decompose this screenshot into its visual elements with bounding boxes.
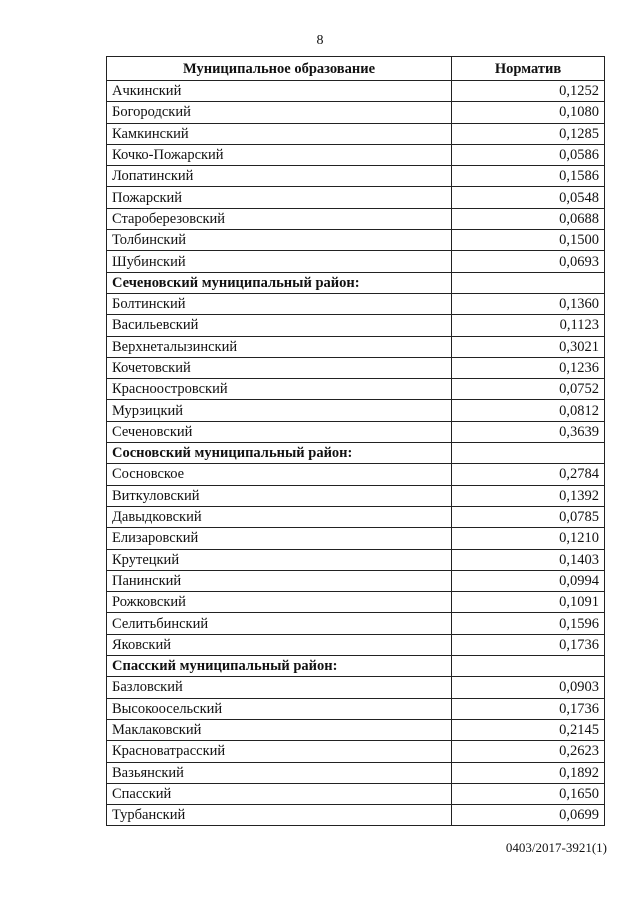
section-row bbox=[107, 272, 605, 293]
document-code: 0403/2017-3921(1) bbox=[505, 840, 607, 855]
municipality-name: Сеченовский bbox=[107, 421, 452, 442]
table-row bbox=[107, 783, 605, 804]
table-row bbox=[107, 81, 605, 102]
municipality-name: Лопатинский bbox=[107, 166, 452, 187]
municipality-name: Высокоосельский bbox=[107, 698, 452, 719]
municipality-name: Базловский bbox=[107, 677, 452, 698]
municipality-name: Вазьянский bbox=[107, 762, 452, 783]
norm-value: 0,1892 bbox=[452, 762, 605, 783]
norm-value: 0,1360 bbox=[452, 293, 605, 314]
norm-value: 0,0903 bbox=[452, 677, 605, 698]
municipality-name: Кочетовский bbox=[107, 357, 452, 378]
municipality-name: Камкинский bbox=[107, 123, 452, 144]
table-row bbox=[107, 123, 605, 144]
municipality-name: Верхнеталызинский bbox=[107, 336, 452, 357]
table-row bbox=[107, 166, 605, 187]
table-row bbox=[107, 485, 605, 506]
table-row bbox=[107, 506, 605, 527]
table-row bbox=[107, 293, 605, 314]
table-row bbox=[107, 570, 605, 591]
norm-value: 0,3021 bbox=[452, 336, 605, 357]
table-row bbox=[107, 805, 605, 826]
municipality-name: Панинский bbox=[107, 570, 452, 591]
norm-value: 0,0688 bbox=[452, 208, 605, 229]
municipality-name: Турбанский bbox=[107, 805, 452, 826]
municipality-name: Маклаковский bbox=[107, 719, 452, 740]
table-row bbox=[107, 464, 605, 485]
norm-value: 0,2145 bbox=[452, 719, 605, 740]
norm-table bbox=[106, 56, 605, 826]
municipality-name: Кочко-Пожарский bbox=[107, 144, 452, 165]
table-row bbox=[107, 421, 605, 442]
norm-value: 0,1500 bbox=[452, 230, 605, 251]
norm-value: 0,1736 bbox=[452, 698, 605, 719]
norm-value: 0,1210 bbox=[452, 528, 605, 549]
municipality-name: Мурзицкий bbox=[107, 400, 452, 421]
municipality-name: Виткуловский bbox=[107, 485, 452, 506]
table-row bbox=[107, 528, 605, 549]
norm-value: 0,1080 bbox=[452, 102, 605, 123]
norm-value: 0,1285 bbox=[452, 123, 605, 144]
section-title: Сеченовский муниципальный район: bbox=[107, 272, 452, 293]
table-row bbox=[107, 549, 605, 570]
municipality-name: Ачкинский bbox=[107, 81, 452, 102]
section-row bbox=[107, 443, 605, 464]
norm-value: 0,3639 bbox=[452, 421, 605, 442]
page-number: 8 bbox=[316, 33, 324, 48]
norm-value: 0,1252 bbox=[452, 81, 605, 102]
norm-value: 0,1236 bbox=[452, 357, 605, 378]
municipality-name: Селитьбинский bbox=[107, 613, 452, 634]
table-row bbox=[107, 230, 605, 251]
norm-value: 0,2784 bbox=[452, 464, 605, 485]
norm-value: 0,0699 bbox=[452, 805, 605, 826]
norm-value: 0,0994 bbox=[452, 570, 605, 591]
table-row bbox=[107, 379, 605, 400]
table-row bbox=[107, 592, 605, 613]
norm-value: 0,0752 bbox=[452, 379, 605, 400]
table-row bbox=[107, 741, 605, 762]
table-row bbox=[107, 357, 605, 378]
norm-value: 0,0586 bbox=[452, 144, 605, 165]
municipality-name: Красноватрасский bbox=[107, 741, 452, 762]
norm-value: 0,0548 bbox=[452, 187, 605, 208]
municipality-name: Красноостровский bbox=[107, 379, 452, 400]
norm-value: 0,1650 bbox=[452, 783, 605, 804]
table-body bbox=[107, 81, 605, 826]
norm-value: 0,2623 bbox=[452, 741, 605, 762]
norm-value: 0,1736 bbox=[452, 634, 605, 655]
table-row bbox=[107, 187, 605, 208]
table-row bbox=[107, 698, 605, 719]
table-row bbox=[107, 102, 605, 123]
municipality-name: Пожарский bbox=[107, 187, 452, 208]
norm-value: 0,1392 bbox=[452, 485, 605, 506]
table-row bbox=[107, 144, 605, 165]
norm-value: 0,0812 bbox=[452, 400, 605, 421]
norm-value: 0,1123 bbox=[452, 315, 605, 336]
municipality-name: Васильевский bbox=[107, 315, 452, 336]
section-title: Сосновский муниципальный район: bbox=[107, 443, 452, 464]
municipality-name: Староберезовский bbox=[107, 208, 452, 229]
table-row bbox=[107, 719, 605, 740]
norm-value: 0,1403 bbox=[452, 549, 605, 570]
norm-value: 0,1091 bbox=[452, 592, 605, 613]
table-row bbox=[107, 400, 605, 421]
norm-value: 0,1586 bbox=[452, 166, 605, 187]
table-row bbox=[107, 762, 605, 783]
section-empty-cell bbox=[452, 443, 605, 464]
municipality-name: Елизаровский bbox=[107, 528, 452, 549]
municipality-name: Сосновское bbox=[107, 464, 452, 485]
municipality-name: Толбинский bbox=[107, 230, 452, 251]
section-row bbox=[107, 656, 605, 677]
municipality-name: Рожковский bbox=[107, 592, 452, 613]
municipality-name: Давыдковский bbox=[107, 506, 452, 527]
municipality-name: Богородский bbox=[107, 102, 452, 123]
table-row bbox=[107, 251, 605, 272]
header-municipality: Муниципальное образование bbox=[107, 57, 452, 81]
municipality-name: Спасский bbox=[107, 783, 452, 804]
table-row bbox=[107, 677, 605, 698]
table-row bbox=[107, 208, 605, 229]
municipality-name: Крутецкий bbox=[107, 549, 452, 570]
section-title: Спасский муниципальный район: bbox=[107, 656, 452, 677]
municipality-name: Яковский bbox=[107, 634, 452, 655]
table-row bbox=[107, 634, 605, 655]
norm-value: 0,0785 bbox=[452, 506, 605, 527]
header-norm: Норматив bbox=[452, 57, 605, 81]
municipality-name: Шубинский bbox=[107, 251, 452, 272]
table-row bbox=[107, 315, 605, 336]
municipality-name: Болтинский bbox=[107, 293, 452, 314]
norm-value: 0,0693 bbox=[452, 251, 605, 272]
table-row bbox=[107, 336, 605, 357]
norm-value: 0,1596 bbox=[452, 613, 605, 634]
table-header-row bbox=[107, 57, 605, 81]
section-empty-cell bbox=[452, 272, 605, 293]
table-row bbox=[107, 613, 605, 634]
section-empty-cell bbox=[452, 656, 605, 677]
